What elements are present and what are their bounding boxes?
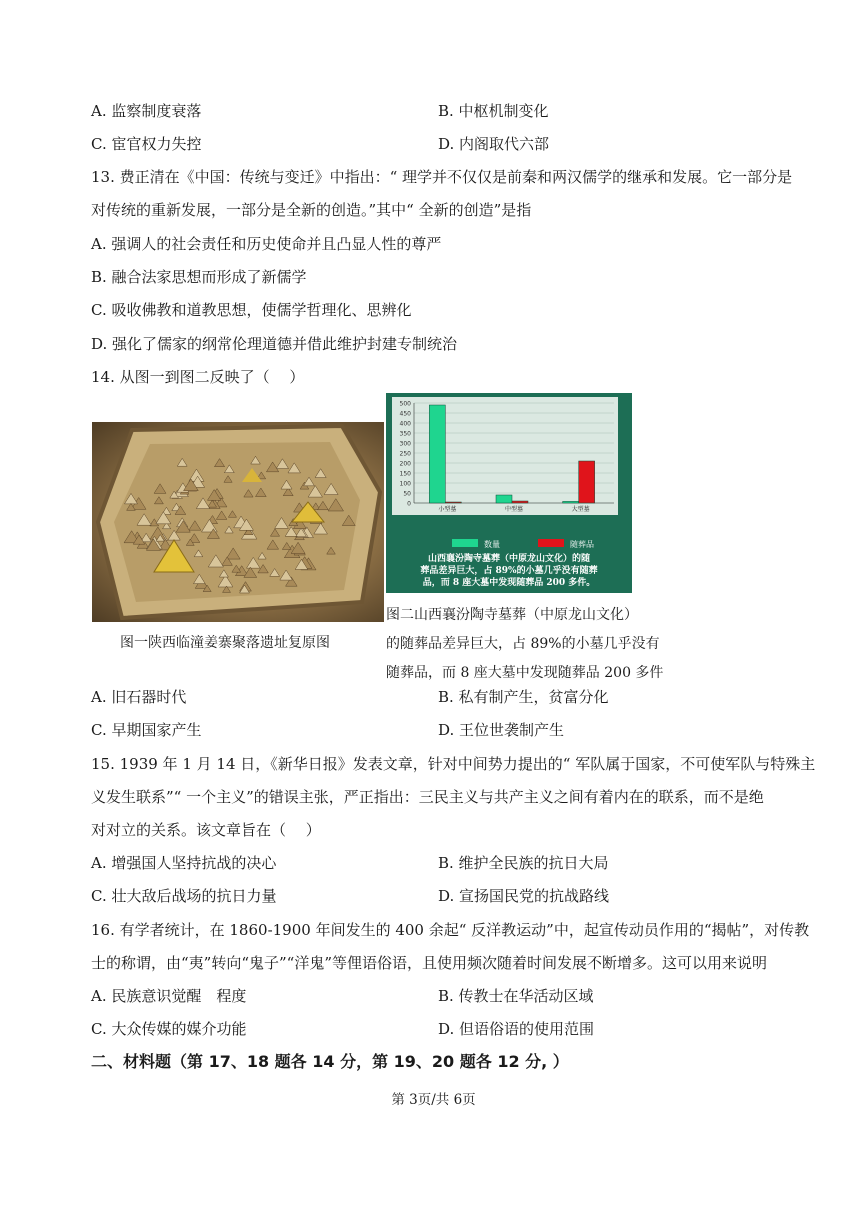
q14-option-d: D. 王位世袭制产生 bbox=[438, 721, 565, 739]
legend-swatch-count bbox=[452, 539, 478, 547]
q14-option-a: A. 旧石器时代 bbox=[91, 688, 187, 706]
y-tick-label: 250 bbox=[399, 450, 411, 458]
q12-option-b: B. 中枢机制变化 bbox=[438, 102, 549, 120]
chart-note-line1: 山西襄汾陶寺墓葬（中原龙山文化）的随 bbox=[427, 554, 590, 564]
bar-goods bbox=[445, 502, 461, 503]
y-tick-label: 100 bbox=[399, 480, 411, 488]
q14-stem: 14. 从图一到图二反映了（ ） bbox=[91, 368, 305, 386]
q16-option-b: B. 传教士在华活动区域 bbox=[438, 987, 594, 1005]
q13-stem-line2: 对传统的重新发展，一部分是全新的创造。”其中“ 全新的创造”是指 bbox=[91, 201, 532, 219]
q14-option-b: B. 私有制产生，贫富分化 bbox=[438, 688, 609, 706]
y-tick-label: 450 bbox=[399, 410, 411, 418]
q16-option-a: A. 民族意识觉醒 程度 bbox=[91, 987, 247, 1005]
x-tick-label: 小型墓 bbox=[438, 506, 457, 513]
q13-stem-line1: 13. 费正清在《中国：传统与变迁》中指出：“ 理学并不仅仅是前秦和两汉儒学的继承和发展。它一部分是 bbox=[91, 168, 793, 186]
chart-note bbox=[394, 553, 624, 589]
bar-count bbox=[496, 495, 512, 503]
bar-goods bbox=[512, 501, 528, 503]
q13-option-a: A. 强调人的社会责任和历史使命并且凸显人性的尊严 bbox=[91, 235, 442, 253]
page-number: 第 3页/共 6页 bbox=[391, 1092, 476, 1108]
chart-plot-area bbox=[392, 397, 618, 515]
x-tick-label: 大型墓 bbox=[571, 506, 590, 513]
q15-option-d: D. 宣扬国民党的抗战路线 bbox=[438, 887, 610, 905]
q15-option-c: C. 壮大敌后战场的抗日力量 bbox=[91, 887, 277, 905]
legend-label-count: 数量 bbox=[484, 540, 500, 549]
chart-note-line3: 品，而 8 座大墓中发现随葬品 200 多件。 bbox=[422, 578, 596, 588]
y-tick-label: 0 bbox=[407, 500, 411, 508]
q14-option-c: C. 早期国家产生 bbox=[91, 721, 202, 739]
burial-goods-chart bbox=[386, 393, 632, 593]
legend-swatch-goods bbox=[538, 539, 564, 547]
chart-note-line2: 葬品差异巨大，占 89%的小墓几乎没有随葬 bbox=[420, 566, 598, 576]
figure2-caption-line3: 随葬品，而 8 座大墓中发现随葬品 200 多件 bbox=[386, 665, 664, 681]
q15-option-b: B. 维护全民族的抗日大局 bbox=[438, 854, 609, 872]
bar-goods bbox=[579, 461, 595, 503]
y-tick-label: 300 bbox=[399, 440, 411, 448]
chart-legend bbox=[386, 535, 632, 551]
y-tick-label: 150 bbox=[399, 470, 411, 478]
bar-count bbox=[563, 501, 579, 503]
q13-option-c: C. 吸收佛教和道教思想，使儒学哲理化、思辨化 bbox=[91, 301, 412, 319]
figure1-caption: 图一陕西临潼姜寨聚落遗址复原图 bbox=[120, 635, 330, 651]
q15-option-a: A. 增强国人坚持抗战的决心 bbox=[91, 854, 277, 872]
y-tick-label: 50 bbox=[403, 490, 411, 498]
q12-option-a: A. 监察制度衰落 bbox=[91, 102, 202, 120]
x-tick-label: 中型墓 bbox=[504, 506, 524, 513]
figure2-caption-line2: 的随葬品差异巨大，占 89%的小墓几乎没有 bbox=[386, 636, 660, 652]
y-tick-label: 500 bbox=[399, 400, 411, 408]
q15-stem-line1: 15. 1939 年 1 月 14 日，《新华日报》发表文章，针对中间势力提出的“ 军队属于国家，不可使军队与特殊主 bbox=[91, 755, 816, 773]
figure2-caption-line1: 图二山西襄汾陶寺墓葬（中原龙山文化） bbox=[386, 607, 638, 623]
y-tick-label: 400 bbox=[399, 420, 411, 428]
q13-option-b: B. 融合法家思想而形成了新儒学 bbox=[91, 268, 307, 286]
section2-heading: 二、材料题（第 17、18 题各 14 分，第 19、20 题各 12 分, ） bbox=[91, 1052, 569, 1071]
q15-stem-line2: 义发生联系”“ 一个主义”的错误主张，严正指出：三民主义与共产主义之间有着内在的联系，而不是绝 bbox=[91, 788, 764, 806]
q16-option-c: C. 大众传媒的媒介功能 bbox=[91, 1020, 247, 1038]
q13-option-d: D. 强化了儒家的纲常伦理道德并借此维护封建专制统治 bbox=[91, 335, 458, 353]
q16-stem-line2: 士的称谓，由“夷”转向“鬼子”“洋鬼”等俚语俗语，且使用频次随着时间发展不断增多。这可以用来说明 bbox=[91, 954, 768, 972]
q16-stem-line1: 16. 有学者统计，在 1860-1900 年间发生的 400 余起“ 反洋教运动”中，起宣传动员作用的“揭帖”，对传教 bbox=[91, 921, 810, 939]
q16-option-d: D. 但语俗语的使用范围 bbox=[438, 1020, 595, 1038]
q12-option-c: C. 宦官权力失控 bbox=[91, 135, 202, 153]
settlement-reconstruction-image bbox=[92, 422, 384, 622]
y-tick-label: 350 bbox=[399, 430, 411, 438]
q12-option-d: D. 内阁取代六部 bbox=[438, 135, 550, 153]
legend-label-goods: 随葬品 bbox=[570, 540, 594, 549]
y-tick-label: 200 bbox=[399, 460, 411, 468]
bar-count bbox=[429, 405, 445, 503]
q15-stem-line3: 对对立的关系。该文章旨在（ ） bbox=[91, 821, 321, 839]
